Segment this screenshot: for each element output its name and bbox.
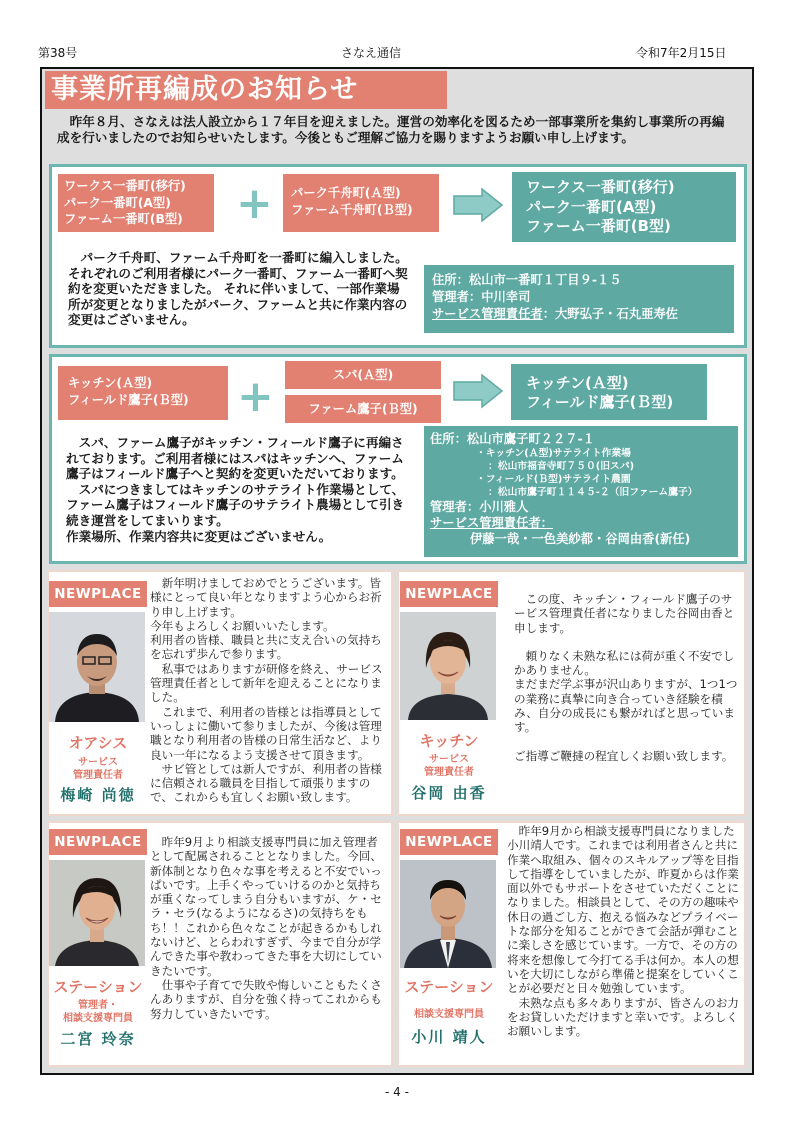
staff-photo	[400, 612, 496, 720]
source-line: パーク一番町(A型)	[64, 195, 171, 210]
staff-photo	[49, 860, 145, 966]
staff-role: 相談支援専門員	[414, 1009, 484, 1020]
section1-description: パーク千舟町、ファーム千舟町を一番町に編入しました。それぞれのご利用者様にパーク一番町、ファーム一番町へ契約を変更いただきました。 それに伴いまして、一部作業場所が変更となりましたがパーク、ファームと共に作業内容の変更はございません。	[68, 250, 408, 328]
staff-name: 梅崎 尚徳	[60, 786, 136, 804]
staff-role: 管理者・	[78, 1000, 118, 1011]
office-service-managers: サービス管理責任者：大野弘子・石丸亜寿佐	[432, 307, 678, 321]
issue-date: 令和7年2月15日	[636, 46, 727, 60]
plus-icon: +	[237, 371, 274, 422]
newplace-badge: NEWPLACE	[49, 829, 147, 855]
staff-department: オアシス	[68, 734, 128, 752]
office-address: 住所：松山市一番町１丁目９-１５	[432, 273, 622, 287]
staff-role: 管理責任者	[424, 767, 474, 778]
source-line: ワークス一番町(移行)	[64, 179, 186, 193]
result-line: フィールド鷹子(Ｂ型)	[526, 393, 674, 411]
staff-role: サービス	[429, 754, 469, 765]
satellite-2-address: ：松山市鷹子町１１４５-２（旧ファーム鷹子）	[488, 487, 698, 498]
office-address: 住所：松山市鷹子町２２７-１	[430, 432, 595, 446]
result-line: キッチン(Ａ型)	[526, 374, 629, 392]
staff-message: 新年明けましておめでとうございます。皆様にとって良い年となりますよう心からお祈り申し上げます。 今年もよろしくお願いいたします。 利用者の皆様、職員と共に支え合いの気持ちを忘れず歩んで参ります。 私事ではありますが研修を終え、サービス管理責任者として新年を迎えることになりました。 これまで、利用者の皆様とは指導員としていっしょに働いて参りましたが、今後は管理職となり利用者の皆様の日常生活など、より良い一年になるよう支援させて頂きます。 サビ管としては新人ですが、利用者の皆様に信頼される職員を目指して頑張りますので、これからも宜しくお願い致します。	[150, 576, 383, 805]
office-info-takanokomachi	[424, 426, 738, 557]
merge-source-box-spa: スパ(Ａ型)	[285, 361, 441, 389]
satellite-1-address: ：松山市福音寺町７５０(旧スパ)	[488, 461, 635, 472]
office-info-ichibancho	[424, 265, 734, 333]
plus-icon: +	[236, 178, 273, 229]
source-line: パーク千舟町(Ａ型)	[291, 186, 401, 200]
staff-name: 小川 靖人	[411, 1028, 487, 1046]
newplace-badge: NEWPLACE	[49, 581, 147, 607]
staff-name: 二宮 玲奈	[60, 1030, 136, 1048]
newplace-badge: NEWPLACE	[400, 581, 498, 607]
merge-source-box-funamachi	[283, 174, 439, 232]
page-title: 事業所再編成のお知らせ	[45, 71, 447, 109]
office-manager: 管理者：中川幸司	[432, 290, 531, 304]
staff-photo	[400, 860, 496, 968]
merge-source-box-ichibancho	[58, 174, 214, 232]
merge-source-box-kitchen	[58, 366, 228, 420]
office-service-managers: 伊藤一哉・一色美紗都・谷岡由香(新任)	[470, 532, 691, 546]
staff-role: 管理責任者	[73, 770, 123, 781]
office-manager: 管理者：小川雅人	[430, 500, 529, 514]
source-line: ファーム千舟町(Ｂ型)	[291, 203, 413, 217]
arrow-right-icon	[452, 187, 504, 223]
staff-department: ステーション	[53, 978, 143, 996]
staff-message: 昨年9月より相談支援専門員に加え管理者として配属されることとなりました。今回、新体制となり色々な事を考えると不安でいっぱいです。上手くやっていけるのかと気持ちが重くなってしまう自分もいますが、ケ・セラ・セラ(なるようになるさ)の気持ちをもち！！これから色々なことが起きるかもしれないけど、とらわれすぎず、今まで自分が学んできた事や教わってきた事を大切にしていきたいです。 仕事や子育てで失敗や悔しいこともたくさんありますが、自分を強く持ってこれからも努力していきたいです。	[150, 835, 382, 1021]
source-line: ファーム一番町(B型)	[64, 212, 183, 226]
staff-department: ステーション	[404, 978, 494, 996]
merge-result-box-ichibancho	[512, 172, 736, 242]
staff-role: 相談支援専門員	[63, 1013, 133, 1024]
office-service-label: サービス管理責任者：	[430, 516, 553, 530]
satellite-2: ・フィールド(Ｂ型)サテライト農園	[476, 474, 631, 485]
satellite-1: ・キッチン(Ａ型)サテライト作業場	[476, 448, 631, 459]
merge-result-box-kitchen	[511, 364, 707, 420]
person-icon	[49, 612, 145, 722]
staff-photo	[49, 612, 145, 722]
person-icon	[49, 860, 145, 966]
person-icon	[400, 612, 496, 720]
result-line: パーク一番町(A型)	[526, 197, 657, 216]
result-line: ワークス一番町(移行)	[526, 178, 675, 196]
newsletter-name: さなえ通信	[341, 46, 402, 60]
intro-text: 昨年８月、さなえは法人設立から１７年目を迎えました。運営の効率化を図るため一部事業所を集約し事業所の再編成を行いましたのでお知らせいたします。今後ともご理解ご協力を賜りますようお願い申し上げます。	[57, 114, 725, 145]
page-number: - 4 -	[385, 1085, 409, 1099]
arrow-right-icon	[452, 373, 504, 409]
source-line: フィールド鷹子(Ｂ型)	[68, 393, 189, 407]
newplace-badge: NEWPLACE	[400, 829, 498, 855]
staff-message: この度、キッチン・フィールド鷹子のサービス管理責任者になりました谷岡由香と申します。 頼りなく未熟な私には荷が重く不安でしかありません。 まだまだ学ぶ事が沢山ありますが、1つ1つの業務に真摯に向き合っていき経験を積み、自分の成長にも繋がればと思っています。 ご指導ご鞭撻の程宜しくお願い致します。	[514, 592, 738, 763]
section2-description: スパ、ファーム鷹子がキッチン・フィールド鷹子に再編されております。ご利用者様にはスパはキッチンへ、ファーム鷹子はフィールド鷹子へと契約を変更いただいております。 スパにつきましてはキッチンのサテライト作業場として、ファーム鷹子はフィールド鷹子のサテライト農場として引き続き運営をしてまいります。 作業場所、作業内容共に変更はございません。	[66, 435, 405, 544]
result-line: ファーム一番町(B型)	[526, 217, 671, 235]
issue-number: 第38号	[38, 46, 78, 60]
staff-name: 谷岡 由香	[411, 784, 487, 802]
merge-source-box-farm-takanoko: ファーム鷹子(Ｂ型)	[285, 395, 441, 423]
person-icon	[400, 860, 496, 968]
staff-role: サービス	[78, 757, 118, 768]
staff-department: キッチン	[419, 732, 479, 750]
source-line: キッチン(Ａ型)	[68, 376, 153, 390]
staff-message: 昨年9月から相談支援専門員になりました小川靖人です。これまでは利用者さんと共に作業へ取組み、個々のスキルアップ等を目指して指導をしていましたが、昨夏からは作業面以外でもサポートをさせていただくことになりました。相談員として、その方の趣味や休日の過ごし方、抱える悩みなどプライベートな部分を知ることができて会話が弾むことに楽しさを感じています。一方で、その方の将来を想像して今打てる手は何か。本人の想いを大切にしながら準備と提案をしていくことが必要だと日々勉強しています。 未熟な点も多々ありますが、皆さんのお力をお貸しいただけますと幸いです。よろしくお願いします。	[507, 824, 739, 1039]
